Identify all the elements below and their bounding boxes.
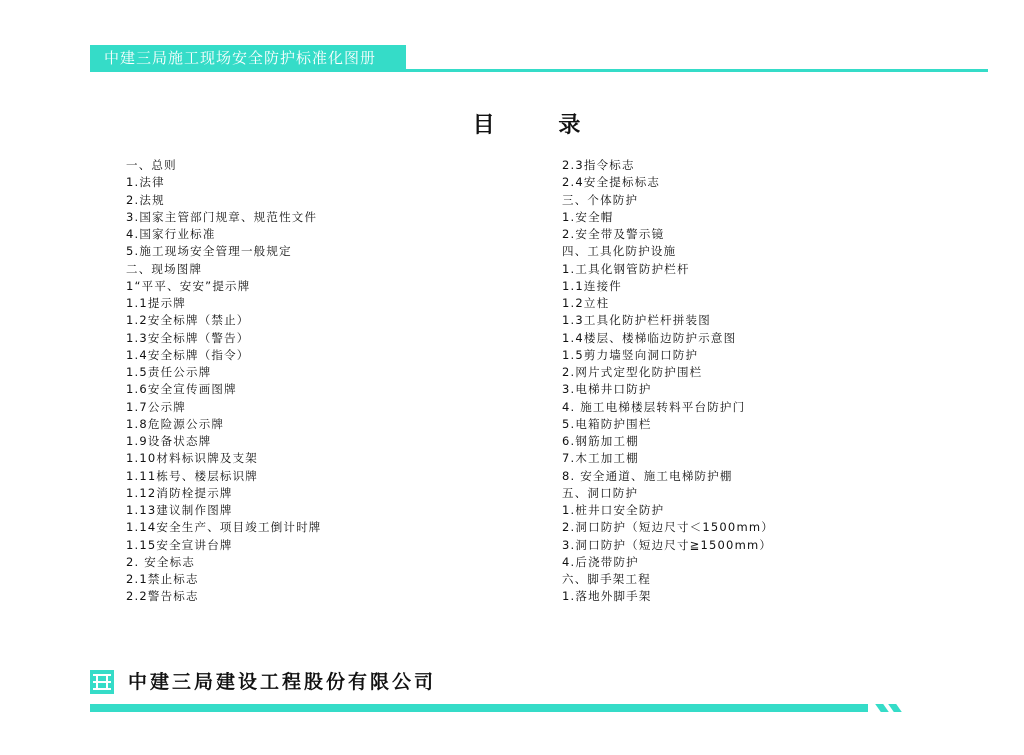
footer-bar <box>90 704 868 712</box>
toc-entry: 3.国家主管部门规章、规范性文件 <box>126 209 318 224</box>
toc-entry: 4. 施工电梯楼层转料平台防护门 <box>562 399 746 414</box>
footer-stripe <box>888 704 902 712</box>
toc-left-column <box>126 157 546 606</box>
toc-entry: 1.安全帽 <box>562 209 614 224</box>
toc-entry: 7.木工加工棚 <box>562 451 639 466</box>
toc-entry: 2.安全带及警示镜 <box>562 227 665 241</box>
footer-stripe <box>875 704 889 712</box>
cscec-logo-icon <box>90 670 114 694</box>
toc-entry: 3.电梯井口防护 <box>562 382 652 397</box>
page-title: 目 录 <box>472 113 609 138</box>
toc-entry: 1.13建议制作图牌 <box>126 503 233 517</box>
toc-entry: 1.4楼层、楼梯临边防护示意图 <box>562 330 737 345</box>
toc-entry: 1.7公示牌 <box>126 399 186 414</box>
toc-entry: 8. 安全通道、施工电梯防护棚 <box>562 468 733 483</box>
toc-entry: 1.5剪力墙竖向洞口防护 <box>562 347 699 362</box>
toc-entry: 1.法律 <box>126 175 165 190</box>
toc-entry: 2.2警告标志 <box>126 589 199 604</box>
toc-entry: 二、现场图牌 <box>126 261 203 276</box>
toc-entry: 1.2立柱 <box>562 296 610 310</box>
toc-entry: 1“平平、安安”提示牌 <box>126 278 251 293</box>
toc-entry: 2.法规 <box>126 192 165 207</box>
toc-entry: 五、洞口防护 <box>562 485 639 500</box>
toc-entry: 1.8危险源公示牌 <box>126 416 225 431</box>
toc-entry: 一、总则 <box>126 158 177 172</box>
header-title-tab <box>90 45 406 72</box>
toc-right-column <box>562 157 982 606</box>
toc-entry: 1.14安全生产、项目竣工倒计时牌 <box>126 520 322 535</box>
toc-entry: 3.洞口防护（短边尺寸≧1500mm） <box>562 537 773 552</box>
toc-entry: 2.3指令标志 <box>562 158 635 172</box>
toc-entry: 4.国家行业标准 <box>126 227 216 241</box>
header-divider <box>90 69 988 72</box>
toc-entry: 5.施工现场安全管理一般规定 <box>126 244 292 259</box>
toc-entry: 2.网片式定型化防护围栏 <box>562 365 703 379</box>
toc-entry: 5.电箱防护围栏 <box>562 416 652 431</box>
toc-entry: 四、工具化防护设施 <box>562 244 677 259</box>
toc-entry: 1.6安全宣传画图牌 <box>126 382 237 397</box>
toc-entry: 1.1连接件 <box>562 278 622 293</box>
toc-entry: 1.工具化钢管防护栏杆 <box>562 261 690 276</box>
toc-entry: 2.洞口防护（短边尺寸＜1500mm） <box>562 520 774 535</box>
header-title: 中建三局施工现场安全防护标准化图册 <box>104 49 377 67</box>
toc-entry: 1.3安全标牌（警告） <box>126 330 250 345</box>
company-name: 中建三局建设工程股份有限公司 <box>128 671 437 693</box>
toc-entry: 1.10材料标识牌及支架 <box>126 451 259 466</box>
toc-entry: 2. 安全标志 <box>126 554 196 569</box>
toc-entry: 1.2安全标牌（禁止） <box>126 313 250 328</box>
toc-entry: 4.后浇带防护 <box>562 554 639 569</box>
toc-entry: 1.落地外脚手架 <box>562 589 652 604</box>
toc-entry: 1.5责任公示牌 <box>126 365 212 379</box>
toc-entry: 1.桩井口安全防护 <box>562 503 665 517</box>
toc-entry: 三、个体防护 <box>562 192 639 207</box>
toc-entry: 1.15安全宣讲台牌 <box>126 537 233 552</box>
toc-entry: 2.1禁止标志 <box>126 572 199 586</box>
toc-entry: 1.12消防栓提示牌 <box>126 485 233 500</box>
toc-entry: 1.3工具化防护栏杆拼装图 <box>562 313 711 328</box>
toc-entry: 六、脚手架工程 <box>562 572 651 586</box>
toc-entry: 2.4安全提标标志 <box>562 175 661 190</box>
toc-entry: 1.4安全标牌（指令） <box>126 347 250 362</box>
toc-entry: 1.11栋号、楼层标识牌 <box>126 468 259 483</box>
toc-entry: 6.钢筋加工棚 <box>562 434 639 448</box>
toc-entry: 1.1提示牌 <box>126 296 186 310</box>
toc-entry: 1.9设备状态牌 <box>126 434 212 448</box>
